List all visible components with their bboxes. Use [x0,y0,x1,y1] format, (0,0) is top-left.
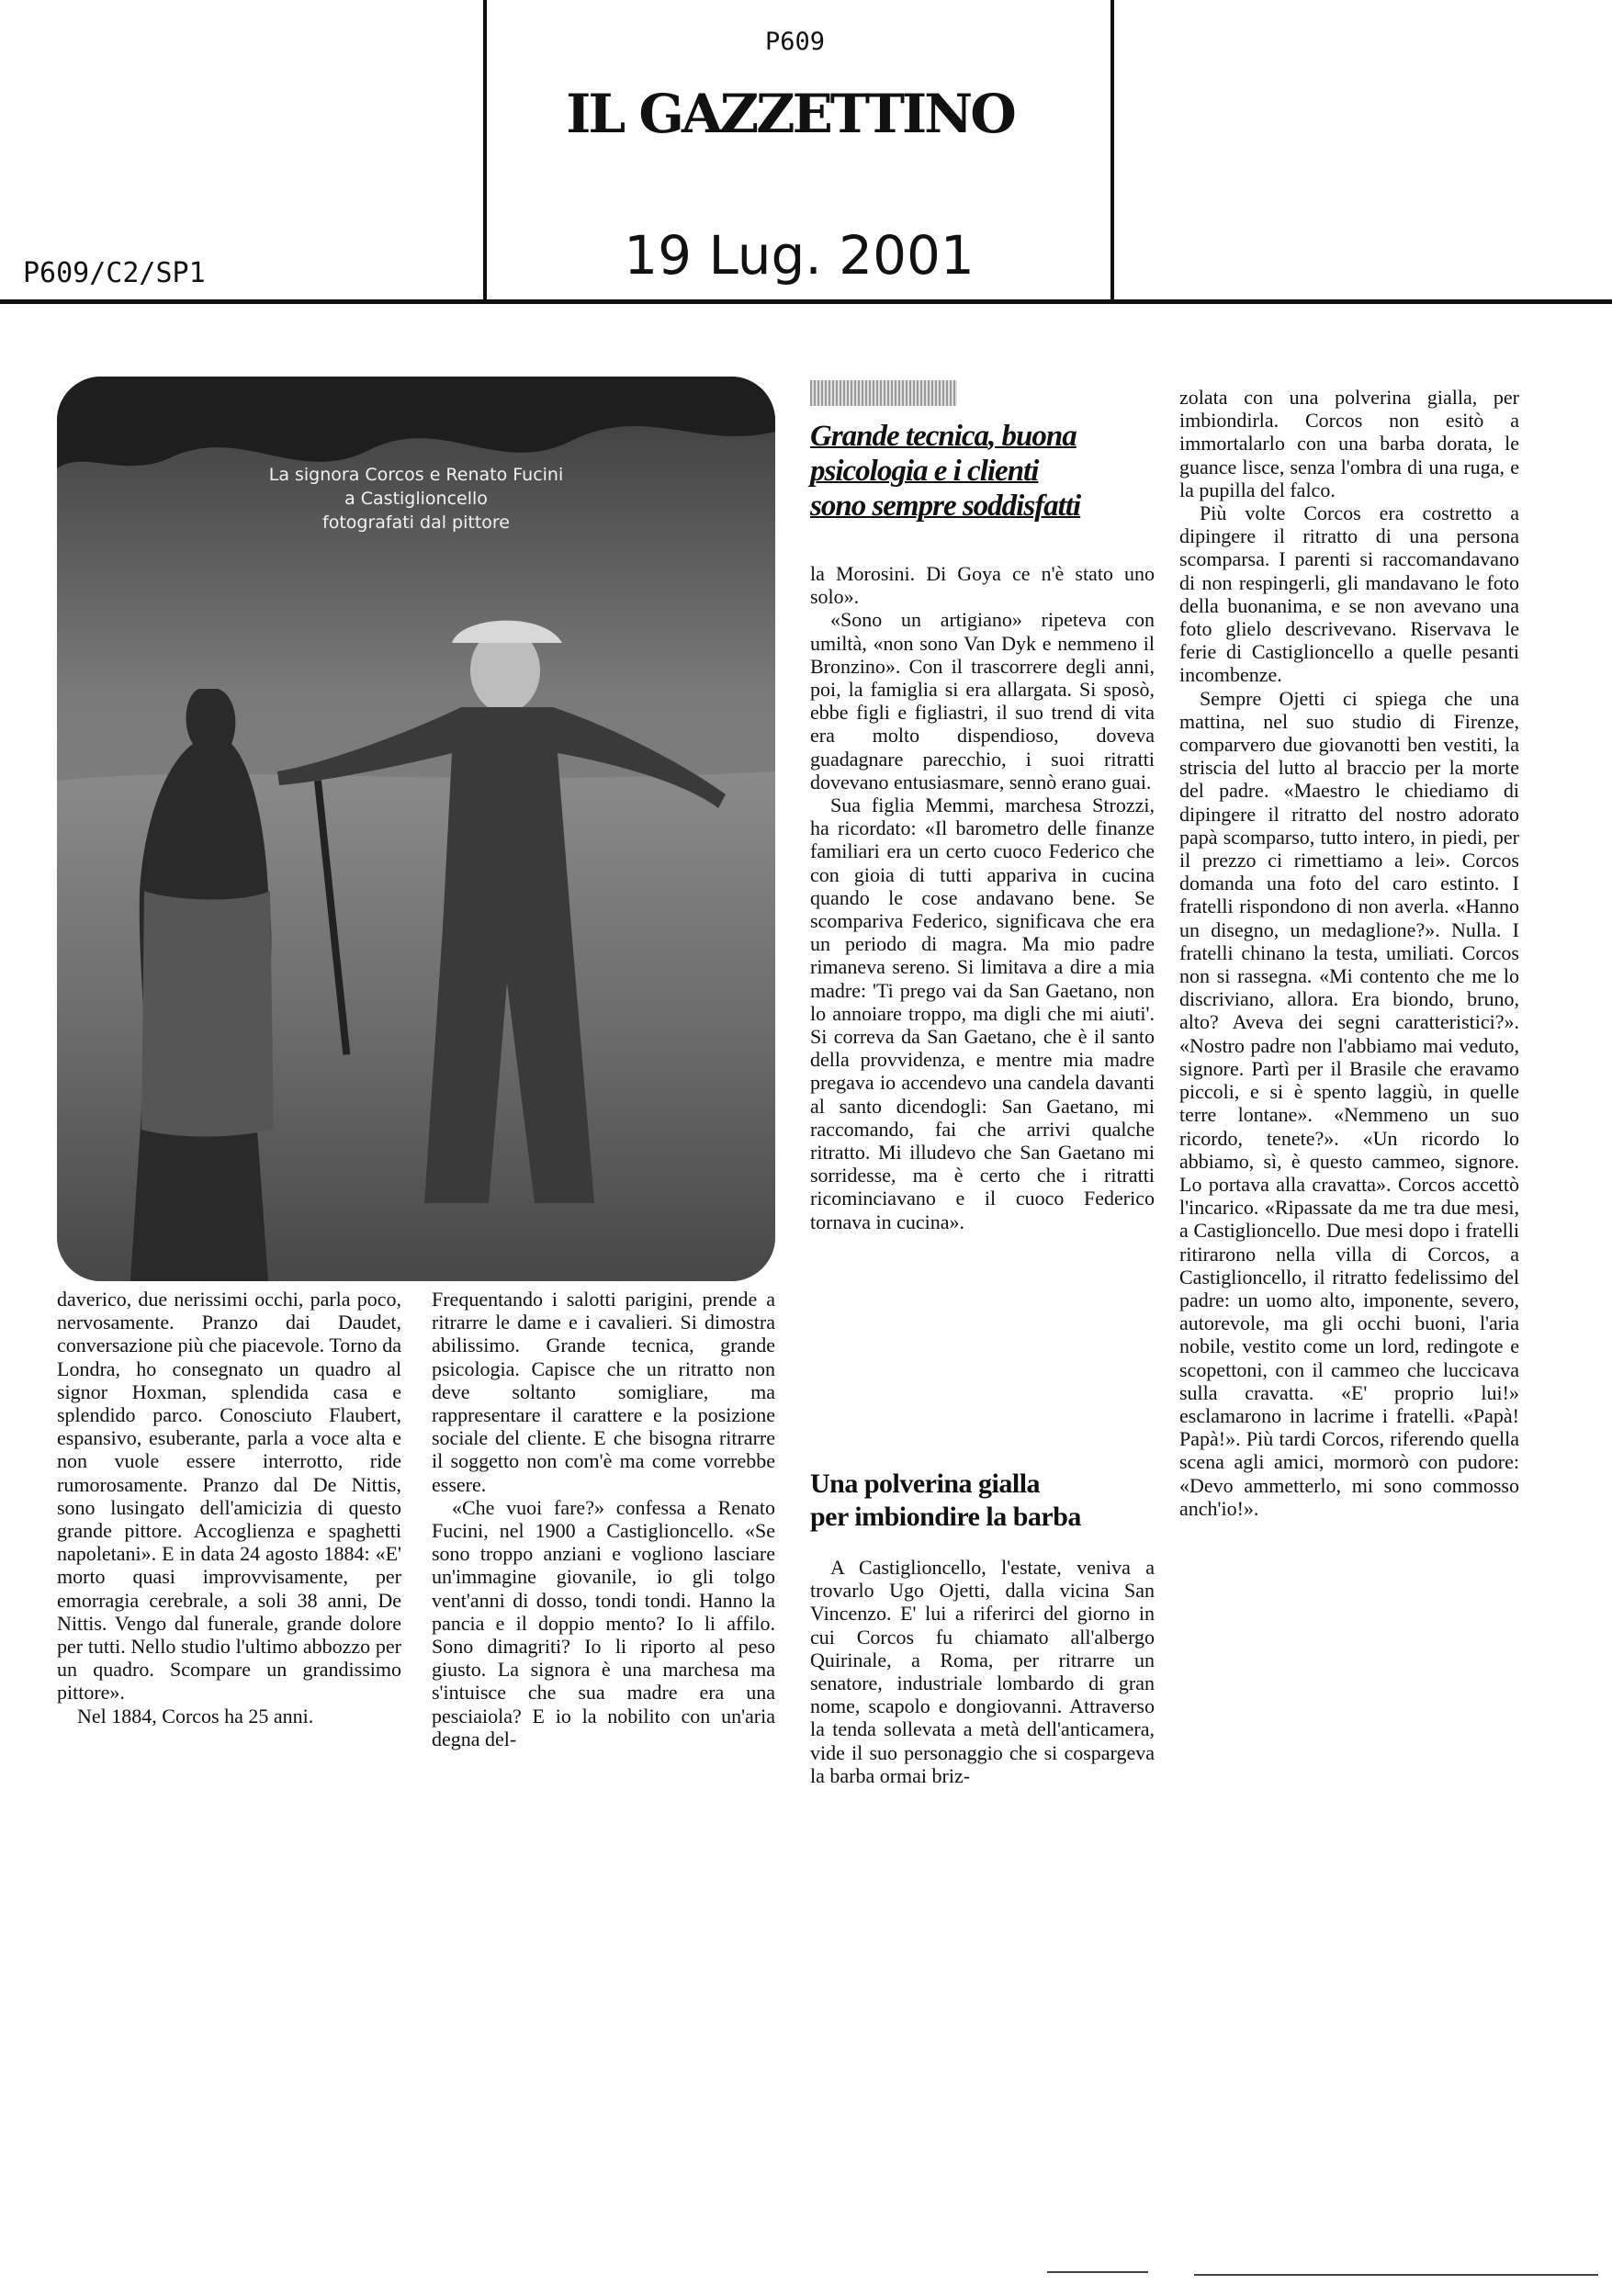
article-photo [57,377,775,1281]
article-headline [810,419,1150,523]
scan-mark [1047,2271,1148,2273]
subheading-line: Una polverina gialla [810,1469,1041,1499]
article-column-1 [57,1288,401,1728]
paragraph: Frequentando i salotti parigini, prende a ritrarre le dame e i cavalieri. Si dimostra abilissimo. Grande tecnica, grande psicologia. Capisce che un ritratto non deve soltanto somigliare, ma rappresentare il carattere e la posizione sociale del cliente. E che bisogna ritrarre il soggetto non com'è ma come vorrebbe essere. [432,1288,775,1496]
subheading-line: per imbiondire la barba [810,1502,1081,1532]
paragraph: A Castiglioncello, l'estate, veniva a trovarlo Ugo Ojetti, dalla vicina San Vincenzo. E' lui a riferirci del giorno in cui Corcos fu chiamato all'albergo Quirinale, a Roma, per ritrarre un senatore, industriale lombardo di gran nome, scapolo e dongiovanni. Attraverso la tenda sollevata a metà dell'anticamera, vide il suo personaggio che si cospargeva la barba ormai briz- [810,1556,1155,1787]
photo-caption [57,463,775,535]
publication-date: 19 Lug. 2001 [624,224,975,287]
paragraph: «Sono un artigiano» ripeteva con umiltà, «non sono Van Dyk e nemmeno il Bronzino». Con il trascorrere degli anni, poi, la famiglia si era allargata. Si sposò, ebbe figli e figliastri, il suo trend di vita era molto dispendioso, doveva guadagnare parecchio, i suoi ritratti dovevano entusiasmare, sennò erano guai. [810,608,1155,793]
headline-tint-bar [810,380,957,406]
photo-caption-line: a Castiglioncello [344,489,488,509]
headline-line: psicologia e i clienti [810,455,1039,488]
article-column-3-top [810,562,1155,1233]
header-rule-bottom [0,299,1612,304]
paragraph: zolata con una polverina gialla, per imbiondirla. Corcos non esitò a immortalarlo con una barba dorata, le guance lisce, senza l'ombra di una ruga, e la pupilla del falco. [1179,386,1519,501]
article-column-3-bottom [810,1556,1155,1787]
paragraph: Sua figlia Memmi, marchesa Strozzi, ha ricordato: «Il barometro delle finanze familiari era un certo cuoco Federico che con gioia di tutti appariva in cucina quando le cose andavano bene. Se scompariva Federico, significava che era un periodo di magra. Ma mio padre rimaneva sereno. Si limitava a dire a mia madre: 'Ti prego vai da San Gaetano, non lo annoiare troppo, ma digli che mi aiuti'. Si correva da San Gaetano, che è il santo della provvidenza, e mentre mia madre pregava io accendevo una candela davanti al santo dicendogli: San Gaetano, mi raccomando, fai che arrivi qualche ritratto. Mi illudevo che San Gaetano mi sorridesse, ma è certo che i ritratti ricominciavano e il cuoco Federico tornava in cucina». [810,793,1155,1233]
paragraph: Nel 1884, Corcos ha 25 anni. [77,1704,314,1728]
paragraph: daverico, due nerissimi occhi, parla poco, nervosamente. Pranzo dai Daudet, conversazione più che piacevole. Torno da Londra, ho consegnato un quadro al signor Hoxman, splendida casa e splendido parco. Conosciuto Flaubert, espansivo, esuberante, parla a voce alta e non vuole essere interrotto, ride rumorosamente. Pranzo dal De Nittis, sono lusingato dell'amicizia di questo grande pittore. Accoglienza e spaghetti napoletani». E in data 24 agosto 1884: «E' morto quasi improvvisamente, per emorragia cerebrale, a soli 38 anni, De Nittis. Vengo dal funerale, grande dolore per tutti. Nello studio l'ultimo abbozzo per un quadro. Scompare un grandissimo pittore». [57,1288,401,1705]
page-code-left: P609/C2/SP1 [23,257,206,289]
paragraph: «Che vuoi fare?» confessa a Renato Fucini, nel 1900 a Castiglioncello. «Se sono troppo anziani e vogliono lasciare un'immagine giovanile, io gli tolgo vent'anni di dosso, tondi tondi. Hanno la pancia e il doppio mento? Io li affilo. Sono dimagriti? Io li riporto al peso giusto. La signora è una marchesa ma s'intuisce che sua madre era una pesciaiola? E io la nobilito con un'aria degna del- [432,1495,775,1750]
scan-mark [1194,2274,1598,2276]
photo-caption-line: fotografati dal pittore [322,512,510,533]
page-code-top: P609 [765,28,826,56]
header-rule-right [1110,0,1114,303]
paragraph: la Morosini. Di Goya ce n'è stato uno solo». [810,562,1155,609]
article-column-2 [432,1288,775,1750]
header-rule-left [483,0,487,303]
photo-caption-line: La signora Corcos e Renato Fucini [268,465,564,485]
headline-line: sono sempre soddisfatti [810,490,1081,523]
article-column-4 [1179,386,1519,1520]
masthead: IL GAZZETTINO [566,83,1014,145]
paragraph: Più volte Corcos era costretto a dipingere il ritratto di una persona scomparsa. I parenti si raccomandavano di non respingerli, gli mandavano le foto della buonanima, e se non avevano una foto glielo descrivevano. Riservava le ferie di Castiglioncello a quelle pesanti incombenze. [1179,501,1519,687]
paragraph: Sempre Ojetti ci spiega che una mattina, nel suo studio di Firenze, comparvero due giovanotti ben vestiti, la striscia del lutto al braccio per la morte del padre. «Maestro le chiediamo di dipingere il ritratto del nostro adorato papà scomparso, tutto intero, in piedi, per il prezzo ci rimettiamo a lei». Corcos domanda una foto del caro estinto. I fratelli rispondono di non averla. «Hanno un disegno, un medaglione?». Nulla. I fratelli chinano la testa, umiliati. Corcos non si rassegna. «Mi contento che me lo discriviano, allora. Era biondo, bruno, alto? Aveva dei segni caratteristici?». «Nostro padre non l'abbiamo mai veduto, signore. Partì per il Brasile che eravamo piccoli, e si è spento laggiù, in quelle terre lontane». «Nemmeno un suo ricordo, tenete?». «Un ricordo lo abbiamo, sì, è questo cammeo, signore. Lo portava alla cravatta». Corcos accettò l'incarico. «Ripassate da me tra due mesi, a Castiglioncello. Due mesi dopo i fratelli ritirarono nella villa di Corcos, a Castiglioncello, il ritratto fedelissimo del padre: un uomo alto, imponente, severo, autorevole, ma gli occhi buoni, l'aria nobile, vestito come un lord, redingote e scopettoni, con il cammeo che luccicava sulla cravatta. «E' proprio lui!» esclamarono in lacrime i fratelli. «Papà! Papà!». Più tardi Corcos, riferendo quella scena agli amici, mormorò con pudore: «Devo ammetterlo, mi sono commosso anch'io!». [1179,686,1519,1520]
headline-line: Grande tecnica, buona [810,420,1077,453]
article-subheading [810,1468,1159,1534]
